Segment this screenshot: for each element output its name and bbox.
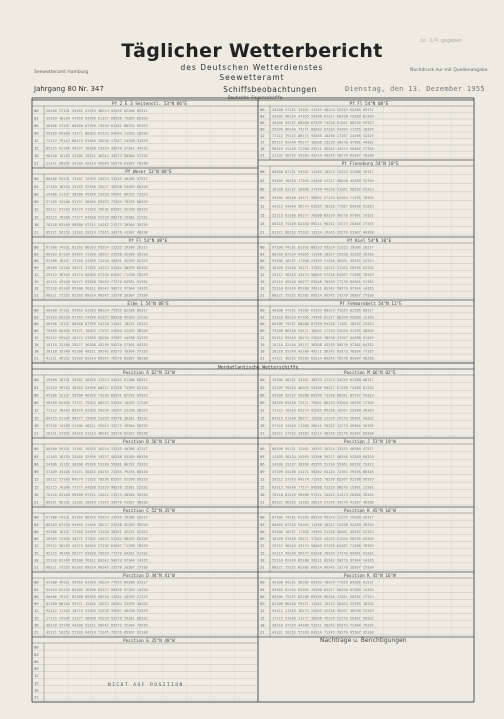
lower-right-section-title: Position M 66°N 02°E <box>344 371 396 376</box>
observation-code-row: 11103 18134 25165 32196 39227 46258 53289 60320 <box>272 454 374 459</box>
observation-code-row: 29112 36143 43174 50205 57236 64267 71298 78329 <box>46 544 148 549</box>
observation-code-row: 80103 87134 94165 11196 18227 25258 32289 39320 <box>46 522 148 527</box>
observation-code-row: 24106 31137 38168 45199 52230 59261 66292 73323 <box>272 462 374 467</box>
row-hour-label: 12 <box>34 407 39 413</box>
row-hour-label: 15 <box>260 139 265 145</box>
observation-code-row: 68121 75152 82183 89214 96245 13276 20307 27338 <box>272 565 374 570</box>
row-hour-label: 18 <box>34 348 39 354</box>
row-hour-label: 18 <box>34 422 39 428</box>
row-hour-label: 03 <box>260 453 265 459</box>
row-hour-label: 15 <box>260 415 265 421</box>
row-hour-label: 06 <box>34 258 39 264</box>
observation-code-row: 68118 75149 82180 89211 96242 13273 20304 27335 <box>272 221 374 226</box>
observation-code-row: 20100 27131 34162 41193 48224 55255 62286 69317 <box>46 109 148 113</box>
row-hour-label: 06 <box>260 593 265 599</box>
row-hour-label: 21 <box>260 152 265 158</box>
row-hour-label: 09 <box>34 536 39 541</box>
row-hour-label: 09 <box>260 601 265 606</box>
observation-code-row: 93103 10134 17165 24196 31227 38258 45289 52320 <box>272 178 374 183</box>
observation-code-row: 89121 96152 13183 20214 27245 34276 41307 48338 <box>46 500 148 505</box>
observation-code-row: 30118 37149 44180 51211 58242 65273 72304 79335 <box>46 623 148 628</box>
row-hour-label: 06 <box>34 593 39 599</box>
row-hour-label: 09 <box>260 328 265 333</box>
observation-code-row: 55103 62134 69165 76196 83227 90258 97289 14320 <box>46 587 148 592</box>
row-hour-label: 18 <box>260 557 265 563</box>
right-small-note: Nachdruck nur mit Quellenangabe <box>410 68 488 73</box>
observation-code-row: 59109 66140 73171 80202 87233 94264 11295 18326 <box>272 127 374 132</box>
row-hour-label: 00 <box>260 244 265 250</box>
row-hour-label: 00 <box>34 244 39 250</box>
lower-left-section-title: Position A 62°N 33°W <box>123 371 175 376</box>
upper-right-section-title: Pf Kiel 54°N 10°E <box>347 239 392 244</box>
observation-code-row: 42100 49131 56162 63193 70224 77255 84286 91317 <box>46 580 148 585</box>
observation-code-row: 17115 24146 31177 38208 45239 52270 59301 66332 <box>272 616 374 621</box>
observation-code-row: 42115 49146 56177 63208 70239 77270 84301 91332 <box>272 551 374 556</box>
observation-code-row: 55115 62146 69177 76208 83239 90270 97301 14332 <box>272 213 374 218</box>
observation-code-row: 20121 27152 34183 41214 48245 55276 62307 69338 <box>272 431 374 436</box>
observation-code-row: 33103 40134 47165 54196 61227 68258 75289 82320 <box>46 116 148 121</box>
observation-code-row: 94112 11143 18174 25205 32236 39267 46298 53329 <box>272 609 374 614</box>
row-hour-label: 03 <box>34 183 39 189</box>
observation-code-row: 55118 62149 69180 76211 83242 90273 97304 14335 <box>272 558 374 563</box>
row-hour-label: 18 <box>34 285 39 291</box>
observation-code-row: 80103 87134 94165 11196 18227 25258 32289 39320 <box>46 252 148 257</box>
row-hour-label: 03 <box>34 384 39 390</box>
upper-right-section-title: Pf Fehmarnbelt 54°N 11°E <box>339 302 402 307</box>
row-hour-label: 18 <box>34 221 39 227</box>
row-hour-label: 12 <box>260 476 265 482</box>
row-hour-label: 09 <box>260 195 265 200</box>
observation-code-row: 93106 10137 17168 24199 31230 38261 45292 52323 <box>46 259 148 264</box>
observation-code-row: 93106 10137 17168 24199 31230 38261 45292 52323 <box>272 259 374 264</box>
observation-code-row: 41121 48152 55183 62214 69245 76276 83307 90338 <box>46 356 148 361</box>
observation-code-row: 79109 86140 93171 10202 17233 24264 31295 38326 <box>46 329 148 333</box>
observation-code-row: 55118 62149 69180 76211 83242 90273 97304 14335 <box>46 558 148 563</box>
row-hour-label: 21 <box>34 355 39 361</box>
row-hour-label: 00 <box>260 446 265 452</box>
observation-code-row: 16109 23140 30171 37202 44233 51264 58295 65326 <box>46 537 148 541</box>
row-hour-label: 21 <box>34 564 39 570</box>
row-hour-label: 00 <box>260 307 265 313</box>
row-hour-label: 15 <box>34 278 39 284</box>
observation-code-row: 29112 36143 43174 50205 57236 64267 71298 78329 <box>272 272 374 277</box>
upper-left-section-title: Elbe 1 54°N 08°E <box>127 302 169 307</box>
observation-code-row: 80100 87131 94162 11193 18224 25255 32286 39317 <box>272 170 374 175</box>
stamp-text: in 3/4 gegeben <box>420 38 463 44</box>
observation-code-row: 93106 10137 17168 24199 31230 38261 45292 52323 <box>272 529 374 534</box>
row-hour-label: 15 <box>34 214 39 220</box>
atlantic-ships-heading: Nordatlantische Wetterschiffe <box>218 365 299 371</box>
row-hour-label: 09 <box>34 328 39 333</box>
row-hour-label: 06 <box>34 191 39 197</box>
observation-code-row: 11103 18134 25165 32196 39227 46258 53289 60320 <box>46 454 148 459</box>
observation-code-row: 68121 75152 82183 89214 96245 13276 20307 27338 <box>272 293 374 298</box>
row-hour-label: 06 <box>260 392 265 398</box>
row-hour-label: 12 <box>260 407 265 413</box>
row-hour-label: 18 <box>34 491 39 497</box>
row-hour-label: 15 <box>260 341 265 347</box>
observation-code-row: 53103 60134 67165 74196 81227 88258 95289 12320 <box>46 315 148 320</box>
row-hour-label: 09 <box>34 469 39 474</box>
row-hour-label: 12 <box>34 138 39 143</box>
left-small-note: Seewetteramt Hamburg <box>34 70 89 75</box>
row-hour-label: 06 <box>34 528 39 534</box>
row-hour-label: 15 <box>34 615 39 621</box>
observation-code-row: 55103 62134 69165 76196 83227 90258 97289 14320 <box>272 587 374 592</box>
row-hour-label: 18 <box>34 622 39 628</box>
row-hour-label: 00 <box>34 108 39 113</box>
row-hour-label: 09 <box>34 666 39 671</box>
observation-code-row: 98118 15149 22180 29211 36242 43273 50304 57335 <box>272 147 374 151</box>
row-hour-label: 12 <box>260 271 265 277</box>
observation-code-row: 19100 26131 33162 40193 47224 54255 61286 68317 <box>46 378 148 383</box>
observation-code-row: 84115 91146 98177 15208 22239 29270 36301 43332 <box>46 416 148 421</box>
row-hour-label: 03 <box>34 115 39 121</box>
observation-code-row: 67100 74131 81162 88193 95224 12255 19286 26317 <box>272 245 374 250</box>
row-hour-label: 06 <box>34 392 39 398</box>
observation-code-row: 42115 49146 56177 63208 70239 77270 84301 91332 <box>46 551 148 556</box>
row-hour-label: 18 <box>260 146 265 151</box>
row-hour-label: 00 <box>260 169 265 175</box>
row-hour-label: 21 <box>34 292 39 298</box>
observation-code-row: 16109 23140 30171 37202 44233 51264 58295 65326 <box>272 537 374 541</box>
row-hour-label: 21 <box>260 629 265 635</box>
row-hour-label: 06 <box>34 123 39 128</box>
upper-left-section-title: Pf Fl 54°N 09°E <box>128 239 168 244</box>
row-hour-label: 09 <box>260 469 265 474</box>
row-hour-label: 03 <box>34 314 39 320</box>
row-hour-label: 00 <box>260 377 265 383</box>
observation-code-row: 42115 49146 56177 63208 70239 77270 84301 91332 <box>46 279 148 284</box>
row-hour-label: 15 <box>260 278 265 284</box>
observation-code-row: 20121 27152 34183 41214 48245 55276 62307 69338 <box>46 431 148 436</box>
observation-code-row: 17115 24146 31177 38208 45239 52270 59301 66332 <box>46 616 148 621</box>
observation-code-row: 43121 50152 57183 64214 71245 78276 85307 92338 <box>46 630 148 635</box>
row-hour-label: 18 <box>260 422 265 428</box>
observation-code-row: 37109 44140 51171 58202 65233 72264 79295 86326 <box>46 470 148 474</box>
row-hour-label: 18 <box>260 491 265 497</box>
observation-code-row: 98118 15149 22180 29211 36242 43273 50304 57335 <box>46 154 148 158</box>
observation-code-row: 81109 88140 95171 12202 19233 26264 33295 40326 <box>272 602 374 606</box>
observation-code-row: 33103 40134 47165 54196 61227 68258 75289 82320 <box>272 114 374 119</box>
observation-code-row: 76118 83149 90180 97211 14242 21273 28304 35335 <box>272 492 374 497</box>
observation-code-row: 50112 57143 64174 71205 78236 85267 92298 99329 <box>272 477 374 482</box>
nachtraege-heading: Nachträge u. Berichtigungen <box>320 637 407 644</box>
row-hour-label: 06 <box>34 461 39 467</box>
row-hour-label: 03 <box>34 251 39 257</box>
observation-code-row: 71112 78143 85174 92205 99236 16267 23298 30329 <box>46 408 148 413</box>
observation-code-row: 93106 10137 17168 24199 31230 38261 45292 52323 <box>46 529 148 534</box>
subtitle-2: Seewetteramt <box>219 73 285 82</box>
row-hour-label: 06 <box>34 321 39 327</box>
observation-code-row: 68121 75152 82183 89214 96245 13276 20307 27338 <box>46 565 148 570</box>
observation-code-row: 21121 28152 35183 42214 49245 56276 63307 70338 <box>272 153 374 158</box>
row-hour-label: 09 <box>34 130 39 136</box>
row-hour-label: 06 <box>260 321 265 327</box>
row-hour-label: 21 <box>260 355 265 361</box>
observation-code-row: 68121 75152 82183 89214 96245 13276 20307 27338 <box>46 293 148 298</box>
row-hour-label: 15 <box>34 341 39 347</box>
observation-code-row: 29109 36140 43171 50202 57233 64264 71295 78326 <box>272 196 374 200</box>
observation-code-row: 58109 65140 72171 79202 86233 93264 10295 17326 <box>46 401 148 405</box>
observation-code-row: 67100 74131 81162 88193 95224 12255 19286 26317 <box>46 245 148 250</box>
row-hour-label: 00 <box>34 446 39 452</box>
row-hour-label: 21 <box>34 694 39 700</box>
observation-code-row: 85115 92146 99177 16208 23239 30270 37301 44332 <box>46 146 148 151</box>
row-hour-label: 00 <box>34 579 39 585</box>
row-hour-label: 12 <box>260 543 265 549</box>
observation-code-row: 42112 49143 56174 63205 70236 77267 84298 91329 <box>272 204 374 209</box>
row-hour-label: 03 <box>34 521 39 527</box>
row-hour-label: 09 <box>34 400 39 405</box>
observation-code-row: 71112 78143 85174 92205 99236 16267 23298 30329 <box>272 408 374 413</box>
observation-code-row: 67100 74131 81162 88193 95224 12255 19286 26317 <box>272 515 374 520</box>
observation-code-row: 97118 14149 21180 28211 35242 42273 49304 56335 <box>46 423 148 428</box>
observation-code-row: 28118 35149 42180 49211 56242 63273 70304 77335 <box>272 349 374 354</box>
observation-code-row: 84115 91146 98177 15208 22239 29270 36301 43332 <box>272 416 374 421</box>
issue-number: Jahrgang 80 Nr. 347 <box>34 85 104 93</box>
row-hour-label: 12 <box>34 271 39 277</box>
row-hour-label: 21 <box>260 229 265 235</box>
row-hour-label: 03 <box>260 521 265 527</box>
row-hour-label: 03 <box>260 586 265 592</box>
observation-code-row: 85115 92146 99177 16208 23239 30270 37301 44332 <box>272 140 374 145</box>
observation-code-row: 45106 52137 59168 66199 73230 80261 87292 94323 <box>46 393 148 398</box>
row-hour-label: 00 <box>34 307 39 313</box>
row-hour-label: 15 <box>34 145 39 151</box>
observation-code-row: 19100 26131 33162 40193 47224 54255 61286 68317 <box>272 378 374 383</box>
row-hour-label: 03 <box>34 651 39 657</box>
row-hour-label: 21 <box>34 229 39 235</box>
observation-code-row: 97118 14149 21180 28211 35242 42273 49304 56335 <box>272 423 374 428</box>
observation-code-row: 30118 37149 44180 51211 58242 65273 72304 79335 <box>272 623 374 628</box>
observation-code-row: 28118 35149 42180 49211 56242 63273 70304 77335 <box>46 349 148 354</box>
observation-code-row: 94112 11143 18174 25205 32236 39267 46298 53329 <box>46 609 148 614</box>
row-hour-label: 15 <box>34 484 39 490</box>
observation-code-row: 21121 28152 35183 42214 49245 56276 63307 70338 <box>46 161 148 166</box>
row-hour-label: 00 <box>34 644 39 650</box>
row-hour-label: 03 <box>34 453 39 459</box>
observation-code-row: 63115 70146 77177 84208 91239 98270 15301 22332 <box>272 485 374 490</box>
observation-code-row: 24106 31137 38168 45199 52230 59261 66292 73323 <box>46 462 148 467</box>
row-hour-label: 09 <box>260 536 265 541</box>
row-hour-label: 06 <box>260 186 265 192</box>
observation-code-row: 32103 39134 46165 53196 60227 67258 74289 81320 <box>272 385 374 390</box>
observation-code-row: 63115 70146 77177 84208 91239 98270 15301 22332 <box>46 215 148 220</box>
row-hour-label: 21 <box>34 430 39 436</box>
row-hour-label: 21 <box>260 564 265 570</box>
observation-code-row: 29112 36143 43174 50205 57236 64267 71298 78329 <box>272 544 374 549</box>
observation-code-row: 72112 79143 86174 93205 10236 17267 24298 31329 <box>46 139 148 143</box>
upper-right-section-title: Pf Flensburg 54°N 10°E <box>341 162 399 167</box>
observation-code-row: 37109 44140 51171 58202 65233 72264 79295 86326 <box>46 200 148 204</box>
row-hour-label: 09 <box>34 265 39 270</box>
observation-code-row: 24106 31137 38168 45199 52230 59261 66292 73323 <box>46 192 148 197</box>
row-hour-label: 06 <box>34 658 39 664</box>
row-hour-label: 21 <box>34 629 39 635</box>
observation-code-row: 59109 66140 73171 80202 87233 94264 11295 18326 <box>46 131 148 136</box>
row-hour-label: 12 <box>260 133 265 138</box>
observation-code-row: 37109 44140 51171 58202 65233 72264 79295 86326 <box>272 470 374 474</box>
row-hour-label: 15 <box>34 415 39 421</box>
observation-code-row: 92112 99143 16174 23205 30236 37267 44298 51329 <box>46 335 148 340</box>
row-hour-label: 00 <box>260 514 265 520</box>
row-hour-label: 12 <box>34 476 39 482</box>
page-title: Täglicher Wetterbericht <box>121 40 383 62</box>
observation-code-row: 88100 95131 12162 19193 26224 33255 40286 47317 <box>272 447 374 452</box>
upper-left-section-title: Pf Weser 53°N 08°E <box>125 170 172 175</box>
row-hour-label: 00 <box>260 579 265 585</box>
observation-code-row: 89121 96152 13183 20214 27245 34276 41307 48338 <box>272 500 374 505</box>
observation-code-row: 16109 23140 30171 37202 44233 51264 58295 65326 <box>46 266 148 270</box>
upper-right-section-title: Pf Fl 54°N 08°E <box>349 102 389 107</box>
observation-code-row: 81121 88152 95183 12214 19245 26276 33307 40338 <box>272 230 374 235</box>
observation-code-row: 11103 18134 25165 32196 39227 46258 53289 60320 <box>46 184 148 189</box>
observation-code-row: 29112 36143 43174 50205 57236 64267 71298 78329 <box>46 272 148 277</box>
observation-code-row: 89121 96152 13183 20214 27245 34276 41307 48338 <box>46 230 148 235</box>
lower-right-section-title: Position K 45°N 16°W <box>344 574 396 579</box>
observation-code-row: 41121 48152 55183 62214 69245 76276 83307 90338 <box>272 356 374 361</box>
row-hour-label: 06 <box>260 120 265 125</box>
observation-code-row: 50112 57143 64174 71205 78236 85267 92298 99329 <box>46 477 148 482</box>
upper-left-section-title: Pf 2 E 3 Seitenstl. 53°N 06°E <box>112 102 188 107</box>
observation-code-row: 20100 27131 34162 41193 48224 55255 62286 69317 <box>272 108 374 112</box>
row-hour-label: 03 <box>260 177 265 183</box>
row-hour-label: 09 <box>260 265 265 270</box>
row-hour-label: 18 <box>34 557 39 563</box>
row-hour-label: 15 <box>260 212 265 218</box>
row-hour-label: 12 <box>34 206 39 212</box>
row-hour-label: 15 <box>260 550 265 556</box>
row-hour-label: 09 <box>34 199 39 204</box>
observation-code-row: 88100 95131 12162 19193 26224 33255 40286 47317 <box>46 447 148 452</box>
observation-code-row: 63115 70146 77177 84208 91239 98270 15301 22332 <box>46 485 148 490</box>
row-hour-label: 00 <box>34 514 39 520</box>
observation-code-row: 15115 22146 29177 36208 43239 50270 57301 64332 <box>46 342 148 347</box>
subtitle-1: des Deutschen Wetterdienstes <box>180 63 324 72</box>
observation-code-row: 80103 87134 94165 11196 18227 25258 32289 39320 <box>272 252 374 257</box>
row-hour-label: 12 <box>260 608 265 614</box>
row-hour-label: 18 <box>260 348 265 354</box>
row-hour-label: 06 <box>260 258 265 264</box>
row-hour-label: 18 <box>260 220 265 226</box>
observation-code-row: 58109 65140 72171 79202 86233 93264 10295 17326 <box>272 401 374 405</box>
observation-code-row: 88100 95131 12162 19193 26224 33255 40286 47317 <box>46 177 148 182</box>
row-hour-label: 00 <box>260 107 265 112</box>
observation-code-row: 46106 53137 60168 67199 74230 81261 88292 95323 <box>272 121 374 125</box>
row-hour-label: 03 <box>260 251 265 257</box>
footer-note: NICHT AUF POSITION <box>108 683 184 688</box>
row-hour-label: 18 <box>34 153 39 158</box>
row-hour-label: 21 <box>260 430 265 436</box>
row-hour-label: 15 <box>260 484 265 490</box>
row-hour-label: 15 <box>34 680 39 686</box>
row-hour-label: 21 <box>260 292 265 298</box>
row-hour-label: 06 <box>260 528 265 534</box>
observation-code-row: 16109 23140 30171 37202 44233 51264 58295 65326 <box>272 266 374 270</box>
observation-code-row: 72112 79143 86174 93205 10236 17267 24298 31329 <box>272 134 374 138</box>
row-hour-label: 03 <box>34 586 39 592</box>
observation-code-row: 81109 88140 95171 12202 19233 26264 33295 40326 <box>46 602 148 606</box>
observation-code-row: 68106 75137 82168 89199 96230 13261 20292 27323 <box>46 594 148 599</box>
observation-code-row: 50112 57143 64174 71205 78236 85267 92298 99329 <box>46 207 148 212</box>
lower-right-section-title: Position K 45°N 16°W <box>344 509 396 514</box>
row-hour-label: 00 <box>34 176 39 182</box>
observation-code-row: 79109 86140 93171 10202 17233 24264 31295 38326 <box>272 329 374 333</box>
observation-code-row: 42100 49131 56162 63193 70224 77255 84286 91317 <box>272 580 374 585</box>
row-hour-label: 12 <box>260 203 265 209</box>
row-hour-label: 18 <box>34 687 39 693</box>
observation-code-row: 40100 47131 54162 61193 68224 75255 82286 89317 <box>46 308 148 313</box>
observation-code-row: 80103 87134 94165 11196 18227 25258 32289 39320 <box>272 522 374 527</box>
observation-code-row: 32103 39134 46165 53196 60227 67258 74289 81320 <box>46 385 148 390</box>
feuerschiffe-heading: Deutsche Feuerschiffe <box>228 96 283 101</box>
row-hour-label: 15 <box>34 550 39 556</box>
observation-code-row: 16106 23137 30168 37199 44230 51261 58292 65323 <box>272 187 374 192</box>
observation-code-row: 45106 52137 59168 66199 73230 80261 87292 94323 <box>272 393 374 398</box>
row-hour-label: 21 <box>34 160 39 166</box>
row-hour-label: 12 <box>34 673 39 679</box>
row-hour-label: 03 <box>260 314 265 320</box>
row-hour-label: 00 <box>34 377 39 383</box>
observation-code-row: 40100 47131 54162 61193 68224 75255 82286 89317 <box>272 308 374 313</box>
lower-left-section-title: Position E 35°N 48°W <box>123 639 175 644</box>
observation-code-row: 76118 83149 90180 97211 14242 21273 28304 35335 <box>46 222 148 227</box>
lower-right-section-title: Position J 53°N 19°W <box>344 440 396 445</box>
observation-code-row: 67100 74131 81162 88193 95224 12255 19286 26317 <box>46 515 148 520</box>
observation-code-row: 92112 99143 16174 23205 30236 37267 44298 51329 <box>272 335 374 340</box>
row-hour-label: 09 <box>260 400 265 405</box>
observation-code-row: 66106 73137 80168 87199 94230 11261 18292 25323 <box>272 322 374 327</box>
row-hour-label: 12 <box>34 543 39 549</box>
lower-left-section-title: Position D 44°N 41°W <box>123 574 175 579</box>
observation-code-row: 43121 50152 57183 64214 71245 78276 85307 92338 <box>272 630 374 635</box>
row-hour-label: 06 <box>260 461 265 467</box>
row-hour-label: 18 <box>260 285 265 291</box>
observation-code-row: 46106 53137 60168 67199 74230 81261 88292 95323 <box>46 124 148 128</box>
observation-code-row: 55118 62149 69180 76211 83242 90273 97304 14335 <box>272 286 374 291</box>
row-hour-label: 21 <box>34 499 39 505</box>
issue-date: Dienstag, den 13. Dezember 1955 <box>345 85 485 93</box>
observation-code-row: 76118 83149 90180 97211 14242 21273 28304 35335 <box>46 492 148 497</box>
row-hour-label: 12 <box>34 608 39 614</box>
lower-left-section-title: Position B 56°N 51°W <box>123 440 175 445</box>
observation-code-row: 55118 62149 69180 76211 83242 90273 97304 14335 <box>46 286 148 291</box>
row-hour-label: 12 <box>34 334 39 340</box>
observation-code-row: 42115 49146 56177 63208 70239 77270 84301 91332 <box>272 279 374 284</box>
observation-code-row: 68106 75137 82168 89199 96230 13261 20292 27323 <box>272 594 374 599</box>
lower-left-section-title: Position C 52°N 35°W <box>123 509 175 514</box>
row-hour-label: 21 <box>260 499 265 505</box>
row-hour-label: 12 <box>260 334 265 340</box>
row-hour-label: 18 <box>260 622 265 628</box>
observation-code-row: 66106 73137 80168 87199 94230 11261 18292 25323 <box>46 322 148 327</box>
subtitle-3: Schiffsbeobachtungen <box>223 85 317 94</box>
observation-code-row: 53103 60134 67165 74196 81227 88258 95289 12320 <box>272 315 374 320</box>
row-hour-label: 03 <box>260 384 265 390</box>
row-hour-label: 09 <box>34 601 39 606</box>
row-hour-label: 03 <box>260 113 265 119</box>
observation-code-row: 15115 22146 29177 36208 43239 50270 57301 64332 <box>272 342 374 347</box>
row-hour-label: 15 <box>260 615 265 621</box>
row-hour-label: 09 <box>260 126 265 132</box>
